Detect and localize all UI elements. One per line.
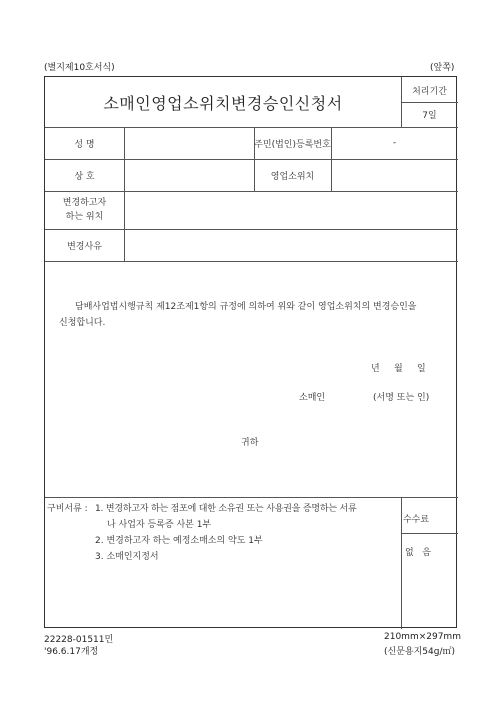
document-item-1-cont: 나 사업자 등록증 사본 1부 [107, 520, 212, 530]
document-item-2: 2. 변경하고자 하는 예정소매소의 약도 1부 [95, 536, 263, 546]
fee-label: 수수료 [402, 514, 430, 525]
processing-period-value: 7일 [422, 110, 437, 121]
new-location-label [45, 191, 124, 229]
required-documents-label: 구비서류 : [47, 504, 88, 514]
page-side-label: (앞쪽) [430, 63, 455, 73]
document-item-3: 3. 소매인지정서 [95, 552, 159, 562]
new-location-label-line2: 하는 위치 [65, 212, 104, 222]
new-location-label-line1: 변경하고자 [62, 198, 107, 208]
application-statement: 담배사업법시행규칙 제12조제1항의 규정에 의하여 위와 같이 영업소위치의 변경승인을 [75, 302, 417, 312]
paper-size: 210mm×297mm [384, 632, 461, 642]
registration-number-label: 주민(법인)등록번호 [254, 139, 331, 150]
revision-date: '96.6.17개정 [44, 647, 99, 657]
new-location-field[interactable] [127, 194, 455, 226]
business-location-label: 영업소위치 [270, 171, 315, 182]
application-date: 년 월 일 [371, 364, 426, 374]
change-reason-label: 변경사유 [67, 241, 102, 252]
form-number: (별지제10호서식) [44, 63, 115, 73]
application-statement-cont: 신청합니다. [59, 318, 106, 328]
name-label: 성 명 [74, 139, 95, 150]
trade-name-field[interactable] [127, 162, 251, 188]
signature-placeholder: (서명 또는 인) [373, 393, 430, 403]
fee-value: 없 음 [405, 548, 431, 558]
change-reason-field[interactable] [127, 232, 455, 258]
registration-number-field[interactable]: - [392, 138, 397, 148]
trade-name-label: 상 호 [74, 171, 95, 182]
paper-type: (신문용지54g/㎡) [384, 647, 455, 657]
form-title: 소매인영업소위치변경승인신청서 [103, 93, 343, 113]
name-field[interactable] [127, 130, 251, 156]
applicant-label: 소매인 [299, 393, 326, 403]
application-form [44, 76, 457, 628]
business-location-field[interactable] [334, 162, 455, 188]
document-item-1: 1. 변경하고자 하는 점포에 대한 소유권 또는 사용권을 증명하는 서류 [95, 504, 357, 514]
recipient-label: 귀하 [241, 438, 259, 448]
processing-period-label: 처리기간 [412, 86, 447, 97]
form-code: 22228-01511민 [44, 635, 114, 645]
